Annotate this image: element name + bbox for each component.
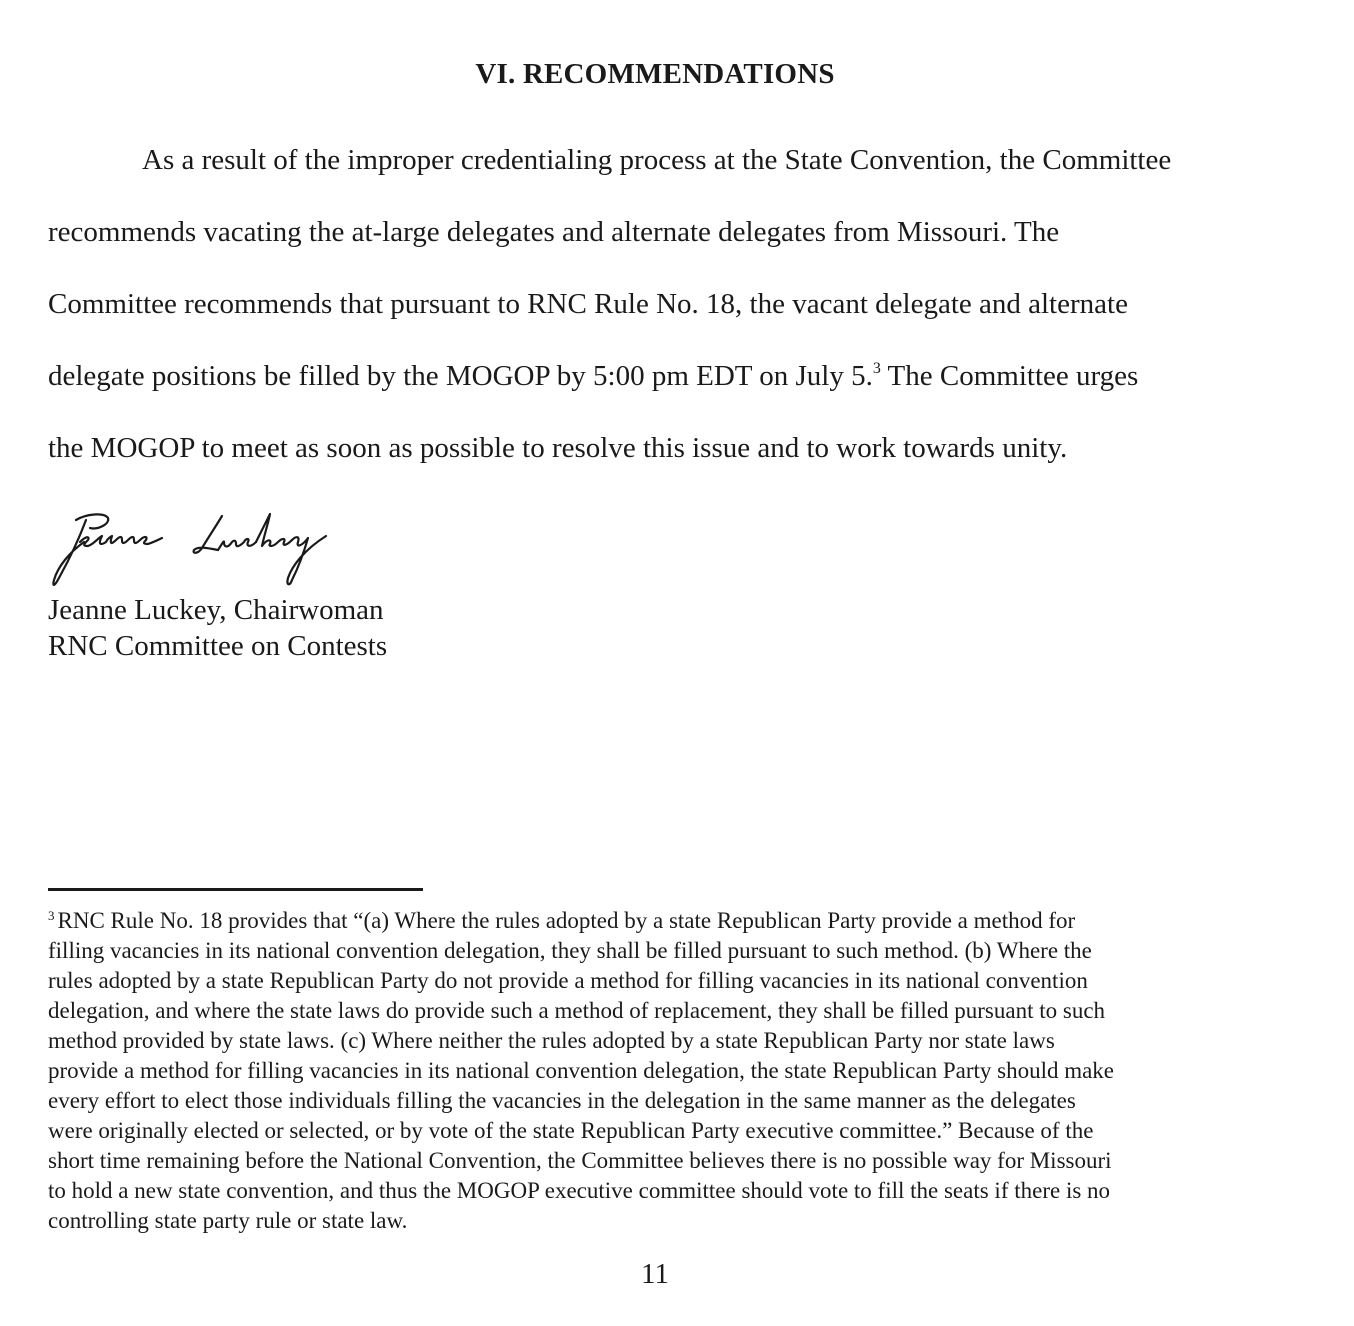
footnote-line: method provided by state laws. (c) Where neither the rules adopted by a state Republican Party nor state laws — [48, 1028, 1055, 1053]
signatory-name: Jeanne Luckey, Chairwoman — [48, 594, 384, 626]
footnote-line: short time remaining before the National Convention, the Committee believes there is no possible way for Missouri — [48, 1148, 1112, 1173]
footnote-reference[interactable]: 3 — [872, 360, 881, 377]
footnote-line: to hold a new state convention, and thus the MOGOP executive committee should vote to fill the seats if there is no — [48, 1178, 1111, 1203]
paragraph-line: As a result of the improper credentialing process at the State Convention, the Committee — [142, 144, 1172, 176]
page-number: 11 — [641, 1258, 669, 1290]
footnote-line: every effort to elect those individuals filling the vacancies in the delegation in the same manner as the delegates — [48, 1088, 1076, 1113]
paragraph-line-text: The Committee urges — [880, 360, 1139, 392]
paragraph-line: recommends vacating the at-large delegates and alternate delegates from Missouri. The — [48, 216, 1060, 248]
footnote — [48, 906, 1268, 1236]
paragraph-line-text: delegate positions be filled by the MOGOP by 5:00 pm EDT on July 5. — [48, 360, 873, 392]
footnote-line: rules adopted by a state Republican Party do not provide a method for filling vacancies in its national convention — [48, 968, 1088, 993]
signatory-block — [48, 592, 387, 664]
recommendation-paragraph — [48, 124, 1248, 484]
footnote-line: provide a method for filling vacancies in its national convention delegation, the state Republican Party should make — [48, 1058, 1115, 1083]
signatory-committee: RNC Committee on Contests — [48, 630, 388, 662]
paragraph-line-with-footnote — [48, 340, 1248, 412]
footnote-line: filling vacancies in its national convention delegation, they shall be filled pursuant to such method. (b) Where the — [48, 938, 1092, 963]
footnote-line: were originally elected or selected, or by vote of the state Republican Party executive committee.” Because of the — [48, 1118, 1094, 1143]
footnote-line-text: RNC Rule No. 18 provides that “(a) Where the rules adopted by a state Republican Party provide a method for — [57, 908, 1076, 933]
paragraph-line: the MOGOP to meet as soon as possible to resolve this issue and to work towards unity. — [48, 432, 1068, 464]
footnote-line: controlling state party rule or state law. — [48, 1208, 408, 1233]
footnote-marker: 3 — [48, 908, 55, 923]
footnote-divider — [48, 888, 423, 891]
handwritten-signature — [46, 506, 346, 596]
paragraph-line: Committee recommends that pursuant to RNC Rule No. 18, the vacant delegate and alternate — [48, 288, 1128, 320]
footnote-line: delegation, and where the state laws do provide such a method of replacement, they shall be filled pursuant to such — [48, 998, 1106, 1023]
footnote-line — [48, 906, 1268, 936]
section-heading: VI. RECOMMENDATIONS — [475, 58, 835, 90]
